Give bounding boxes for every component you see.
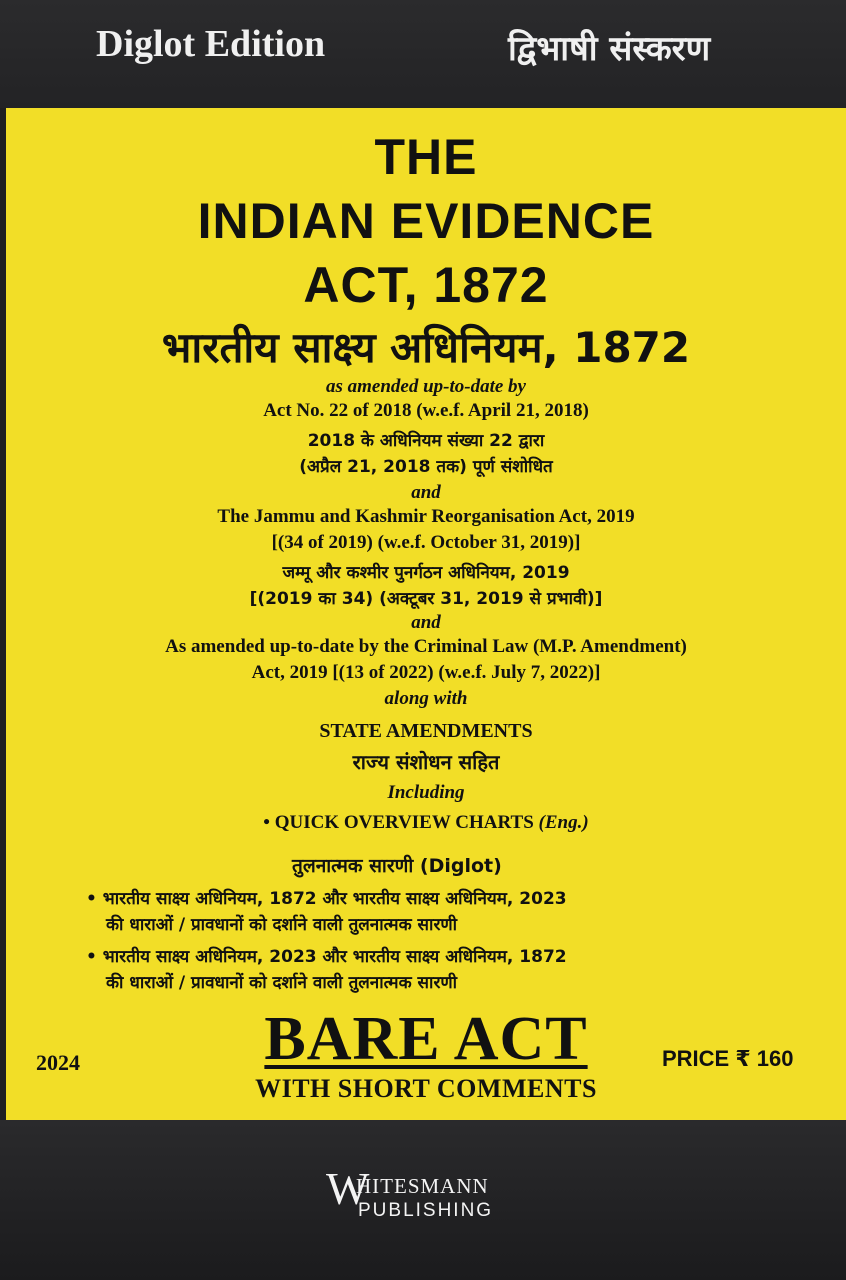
amend-line-9: [(2019 का 34) (अक्टूबर 31, 2019 से प्रभावी)]: [249, 589, 603, 609]
title-line-2: INDIAN EVIDENCE: [197, 193, 655, 249]
edition-label-hindi: द्विभाषी संस्करण: [508, 29, 711, 69]
quick-overview-line: [6, 812, 846, 834]
short-comments-label: WITH SHORT COMMENTS: [255, 1074, 597, 1103]
amend-and-2: and: [411, 612, 441, 633]
quick-overview-lang: (Eng.): [538, 812, 589, 833]
amend-line-7: [(34 of 2019) (w.e.f. October 31, 2019)]: [271, 532, 581, 553]
diglot-bullet-1-line-1: • भारतीय साक्ष्य अधिनियम, 1872 और भारतीय साक्ष्य अधिनियम, 2023: [86, 889, 567, 909]
title-line-3: ACT, 1872: [303, 257, 549, 313]
title-hindi: भारतीय साक्ष्य अधिनियम, 1872: [161, 323, 691, 372]
state-amendments-heading: STATE AMENDMENTS: [319, 720, 533, 742]
diglot-bullet-2-line-1: • भारतीय साक्ष्य अधिनियम, 2023 और भारतीय साक्ष्य अधिनियम, 1872: [86, 947, 567, 967]
diglot-title: तुलनात्मक सारणी (Diglot): [292, 855, 502, 877]
edition-label-english: Diglot Edition: [96, 23, 326, 65]
top-band: [0, 0, 846, 108]
state-amendments-hindi: राज्य संशोधन सहित: [352, 750, 500, 774]
publisher-logo-initial: W: [326, 1163, 370, 1214]
publisher-subtitle: PUBLISHING: [358, 1200, 494, 1221]
amend-line-8: जम्मू और कश्मीर पुनर्गठन अधिनियम, 2019: [282, 563, 570, 583]
price-label: PRICE ₹ 160: [662, 1046, 794, 1071]
bare-act-text: BARE ACT: [264, 1005, 588, 1073]
amend-and-1: and: [411, 482, 441, 503]
amend-line-1: as amended up-to-date by: [325, 376, 526, 397]
title-line-1: THE: [374, 129, 478, 185]
diglot-bullet-1-line-2: की धाराओं / प्रावधानों को दर्शाने वाली तुलनात्मक सारणी: [106, 915, 458, 935]
publisher-name: HITESMANN: [356, 1174, 489, 1198]
amend-line-6: The Jammu and Kashmir Reorganisation Act, 2019: [217, 506, 635, 527]
publisher-logo: [326, 1163, 526, 1226]
quick-overview-text: • QUICK OVERVIEW CHARTS: [263, 812, 534, 833]
amend-line-11: As amended up-to-date by the Criminal Law (M.P. Amendment): [165, 636, 687, 657]
edition-year: 2024: [36, 1050, 80, 1075]
amend-line-12: Act, 2019 [(13 of 2022) (w.e.f. July 7, 2022)]: [251, 662, 601, 683]
amend-line-4: (अप्रैल 21, 2018 तक) पूर्ण संशोधित: [299, 457, 553, 477]
amend-line-2: Act No. 22 of 2018 (w.e.f. April 21, 2018): [263, 400, 589, 421]
including-label: Including: [387, 782, 465, 803]
amend-line-3: 2018 के अधिनियम संख्या 22 द्वारा: [307, 431, 545, 451]
along-with-label: along with: [384, 688, 468, 709]
diglot-bullet-2-line-2: की धाराओं / प्रावधानों को दर्शाने वाली तुलनात्मक सारणी: [106, 973, 458, 993]
